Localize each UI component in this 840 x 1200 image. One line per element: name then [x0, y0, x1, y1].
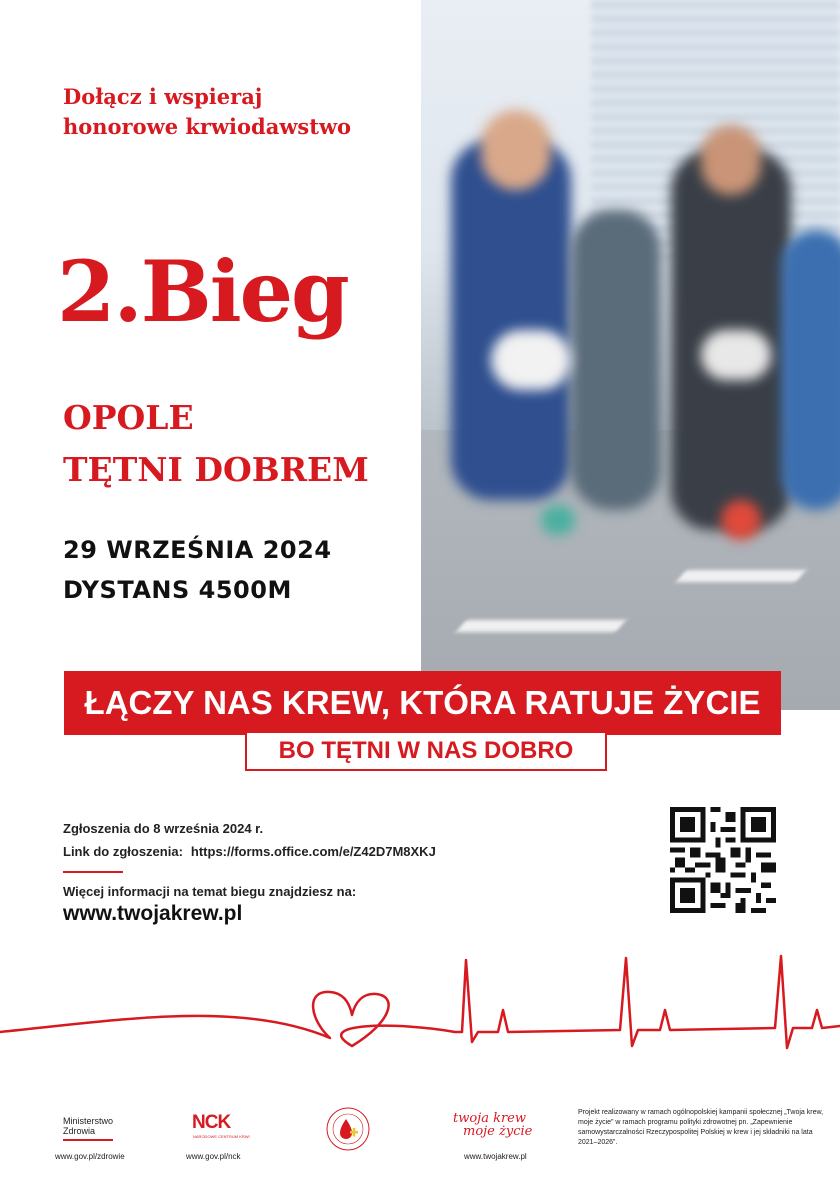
road-marking — [456, 620, 626, 632]
event-details — [63, 530, 332, 610]
ministry-logo — [63, 1116, 113, 1136]
registration-link-row — [63, 844, 436, 859]
ministry-logo-underline — [63, 1139, 113, 1141]
campaign-logo-line2: moje życie — [463, 1124, 533, 1139]
more-info-text: Więcej informacji na temat biegu znajdziesz na: — [63, 884, 357, 899]
tagline-line1: Dołącz i wspieraj — [63, 84, 263, 109]
registration-deadline: Zgłoszenia do 8 września 2024 r. — [63, 821, 264, 836]
runner-figure — [481, 110, 551, 190]
runner-figure — [701, 125, 761, 195]
main-banner-text: ŁĄCZY NAS KREW, KTÓRA RATUJE ŻYCIE — [84, 684, 761, 721]
blood-drop-icon — [340, 1119, 352, 1139]
heartbeat-line — [0, 950, 840, 1060]
runner-shoe — [721, 500, 761, 540]
road-marking — [676, 570, 806, 582]
event-title: 2.Bieg — [57, 242, 348, 341]
registration-link[interactable]: https://forms.office.com/e/Z42D7M8XKJ — [190, 844, 436, 859]
ministry-url[interactable]: www.gov.pl/zdrowie — [55, 1152, 125, 1161]
runner-shoe — [541, 505, 575, 535]
registration-link-label: Link do zgłoszenia: — [63, 844, 183, 859]
nck-logo-subtitle: NARODOWE CENTRUM KRWI — [193, 1134, 250, 1139]
subtitle-line2: TĘTNI DOBREM — [63, 450, 369, 489]
sub-banner: BO TĘTNI W NAS DOBRO — [245, 731, 607, 771]
runner-bib — [701, 330, 771, 380]
subtitle-line1: OPOLE — [63, 398, 194, 437]
event-date: 29 WRZEŚNIA 2024 — [63, 536, 332, 564]
campaign-url[interactable]: www.twojakrew.pl — [464, 1152, 527, 1161]
event-subtitle — [63, 392, 369, 496]
qr-code-icon[interactable] — [670, 807, 776, 913]
campaign-logo — [453, 1112, 532, 1138]
blood-center-seal-logo — [325, 1106, 371, 1152]
event-distance: DYSTANS 4500M — [63, 576, 292, 604]
nck-url[interactable]: www.gov.pl/nck — [186, 1152, 241, 1161]
tagline — [63, 82, 351, 142]
tagline-line2: honorowe krwiodawstwo — [63, 114, 352, 139]
heartbeat-heart-icon — [0, 956, 840, 1048]
hero-photo-runners — [421, 0, 840, 710]
runner-figure — [571, 210, 661, 510]
ministry-line1: Ministerstwo — [63, 1116, 114, 1126]
ministry-line2: Zdrowia — [63, 1126, 96, 1136]
nck-logo: NCK — [192, 1112, 231, 1133]
divider — [63, 871, 123, 873]
website-link[interactable]: www.twojakrew.pl — [63, 902, 243, 925]
campaign-logo-line1: twoja krew — [453, 1111, 527, 1126]
project-note: Projekt realizowany w ramach ogólnopolskiej kampanii społecznej „Twoja krew, moje życie” w ramach programu polityki zdrowotnej pn. „Zapewnienie samowystarczalności Rzeczypospolitej Polskiej w krew i jej składniki na lata 2021–2026”. — [578, 1109, 824, 1146]
runner-bib — [491, 330, 571, 390]
runner-figure — [451, 140, 571, 500]
runner-figure — [781, 230, 840, 510]
